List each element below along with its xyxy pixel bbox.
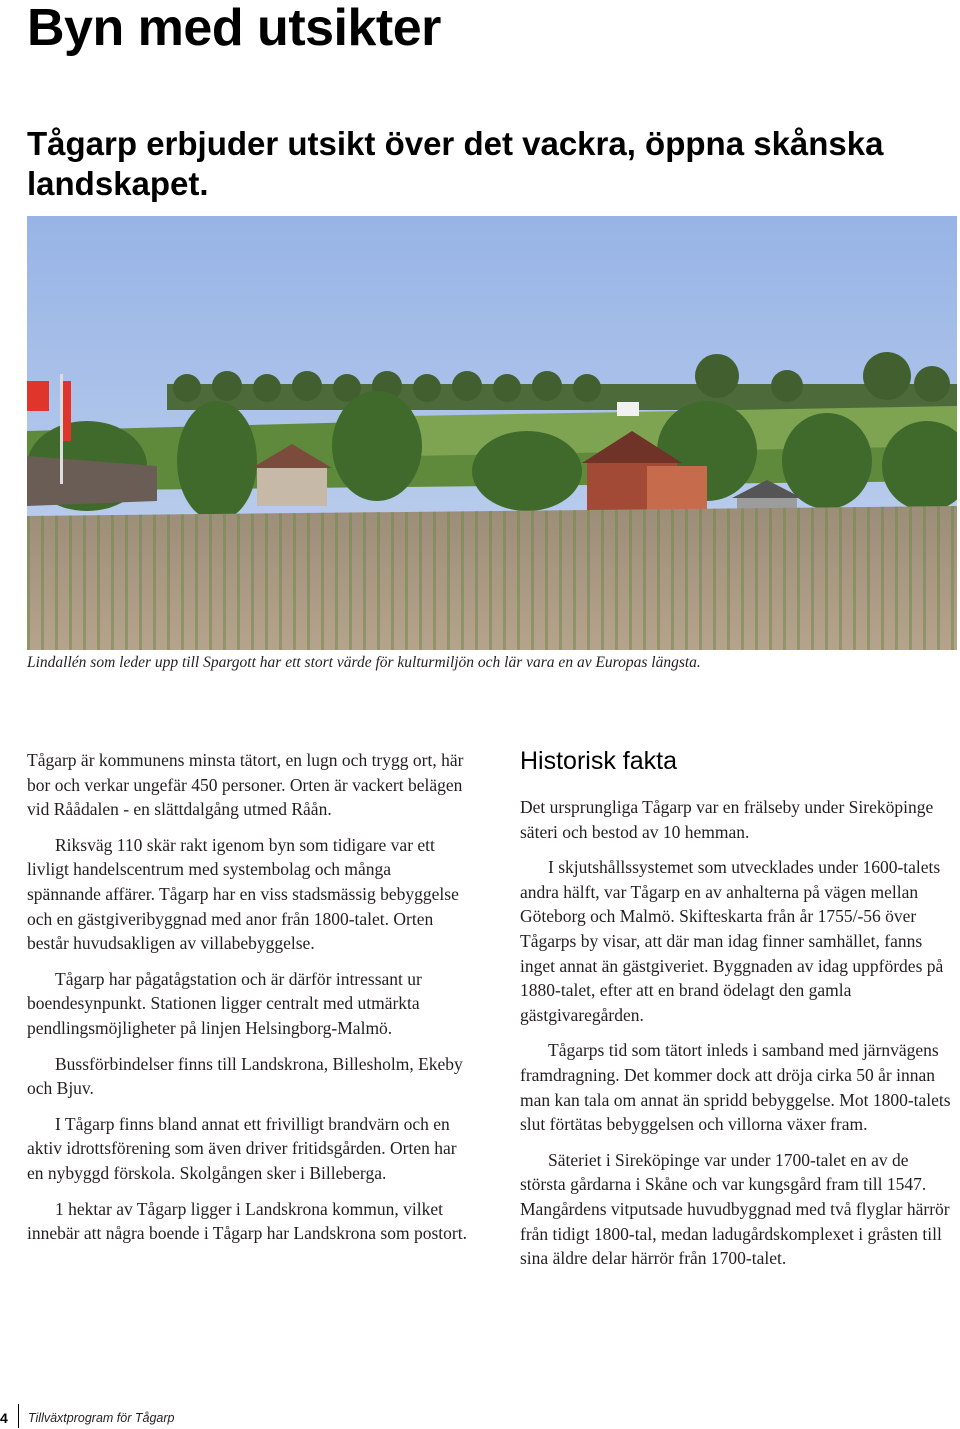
paragraph: Tågarp har pågatågstation och är därför intressant ur boendesynpunkt. Stationen ligger centralt med utmärkta pendlingsmöjligheter på linjen Helsingborg-Malmö. bbox=[27, 968, 422, 1038]
paragraph: Det ursprungliga Tågarp var en frälseby under Sireköpinge säteri och bestod av 10 hemman. bbox=[520, 797, 934, 842]
paragraph: I Tågarp finns bland annat ett frivilligt brandvärn och en aktiv idrottsförening som även driver fritidsgården. Orten har en nybyggd förskola. Skolgången sker i Billeberga. bbox=[27, 1113, 457, 1183]
page-subtitle: Tågarp erbjuder utsikt över det vackra, öppna skånska landskapet. bbox=[27, 125, 884, 202]
paragraph: Bussförbindelser finns till Landskrona, Billesholm, Ekeby och Bjuv. bbox=[27, 1053, 463, 1099]
page-number: 4 bbox=[0, 1410, 8, 1426]
paragraph: I skjutshållssystemet som utvecklades under 1600-talets andra hälft, var Tågarp en av anhalterna på vägen mellan Göteborg och Malmö. Skifteskarta från år 1755/-56 över Tågarps by visar, att där man idag finner samhället, fanns inget annat än gästgiveriet. Byggnaden av idag uppfördes på 1880-talet, efter att en brand ödelagt den gamla gästgivaregården. bbox=[520, 857, 944, 1025]
landscape-photo bbox=[27, 216, 957, 650]
paragraph: Tågarps tid som tätort inleds i samband med järnvägens framdragning. Det kommer dock att dröja cirka 50 år innan man kan tala om annat än spridd bebyggelse. Mot 1800-talets slut förtätas bebyggelsen och villorna växer fram. bbox=[520, 1040, 951, 1135]
left-column bbox=[27, 748, 467, 1246]
right-column bbox=[520, 795, 952, 1271]
footer-divider bbox=[18, 1404, 19, 1428]
paragraph: Tågarp är kommunens minsta tätort, en lugn och trygg ort, här bor och verkar ungefär 450 personer. Orten är vackert belägen vid Råådalen - en slättdalgång utmed Råån. bbox=[27, 750, 464, 820]
paragraph: 1 hektar av Tågarp ligger i Landskrona kommun, vilket innebär att några boende i Tågarp har Landskrona som postort. bbox=[27, 1198, 467, 1244]
fact-heading: Historisk fakta bbox=[520, 747, 677, 775]
page-title: Byn med utsikter bbox=[27, 0, 441, 57]
photo-caption: Lindallén som leder upp till Spargott har ett stort värde för kulturmiljön och lär vara en av Europas längsta. bbox=[27, 654, 701, 671]
paragraph: Säteriet i Sireköpinge var under 1700-talet en av de största gårdarna i Skåne och var kungsgård fram till 1547. Mangårdens vitputsade huvudbyggnad med två flyglar härrör från tidigt 1800-tal, medan ladugårdskomplexet i gråsten till sina äldre delar härrör från 1700-talet. bbox=[520, 1149, 950, 1269]
footer-publication: Tillväxtprogram för Tågarp bbox=[28, 1411, 175, 1425]
paragraph: Riksväg 110 skär rakt igenom byn som tidigare var ett livligt handelscentrum med systembolag och många spännande affärer. Tågarp har en viss stadsmässig bebyggelse och en gästgiveribyggnad med anor från 1800-talet. Orten består huvudsakligen av villabebyggelse. bbox=[27, 834, 459, 954]
landscape-photo-icon bbox=[27, 216, 957, 650]
